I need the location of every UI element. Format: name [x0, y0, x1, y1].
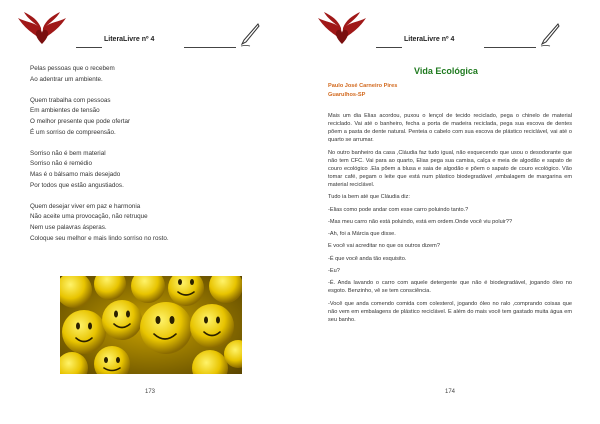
poem-line: Ao adentrar um ambiente.	[30, 75, 103, 83]
poem-line: É um sorriso de compreensão.	[30, 128, 116, 136]
poem-line: Quem desejar viver em paz e harmonia	[30, 202, 141, 210]
poem-line: Nem use palavras ásperas.	[30, 223, 107, 231]
header-rule-right	[484, 47, 536, 48]
smiley-faces-image	[60, 276, 242, 374]
header-rule-left	[376, 47, 402, 48]
poem-text	[30, 64, 270, 244]
article-paragraph: -Mas meu carro não está poluindo, está em ordem.Onde você viu poluir??	[328, 218, 513, 225]
article-paragraph: Tudo ia bem até que Cláudia diz:	[328, 194, 410, 201]
poem-line: Em ambientes de tensão	[30, 107, 100, 115]
article-paragraph: -É. Anda lavando o carro com aquele detergente que não é biodegradável, jogando óleo no esgoto. Benzinho, vê se tem consciência.	[328, 280, 572, 295]
quill-pen-icon	[538, 22, 560, 48]
poem-line: Sorriso não é remédio	[30, 160, 92, 168]
article-title: Vida Ecológica	[414, 66, 478, 76]
winged-heart-logo	[16, 10, 68, 50]
page-number: 173	[144, 389, 155, 395]
article-paragraph: E você vai acreditar no que os outros dizem?	[328, 243, 440, 250]
article-paragraph: -Eu?	[328, 267, 340, 274]
header-rule-right	[184, 47, 236, 48]
right-page	[300, 0, 600, 424]
author-name: Paulo José Carneiro Pires	[328, 83, 398, 89]
header-rule-left	[76, 47, 102, 48]
article-paragraph: -Você que anda comendo comida com colesterol, jogando óleo no ralo ,comprando coisas que não vem em embalagens de plástico reciclável. E além do mais você tem gastado muita água em seu banho.	[328, 300, 572, 323]
page-header	[300, 8, 600, 52]
poem-line: Pelas pessoas que o recebem	[30, 65, 115, 72]
magazine-title: LiteraLivre nº 4	[104, 36, 155, 43]
article-paragraph: No outro banheiro da casa ,Cláudia faz tudo igual, não esquecendo que usou o desodorante que não tem CFC. Vai para ao quarto, Elias pega sua camisa, calça e meia de algodão e sapato de couro ecológico .Ela põem a blusa e saia de algodão e põem o sapato de couro ecológico. Vão tomar café, pegam o leite que está num plástico biodegradável ,embalagem de margarina em material reciclável.	[328, 149, 572, 188]
article-byline	[328, 82, 397, 100]
poem-line: Quem trabalha com pessoas	[30, 96, 111, 104]
poem-line: O melhor presente que pode ofertar	[30, 117, 131, 125]
winged-heart-logo	[316, 10, 368, 50]
article-paragraph: -Ah, foi a Márcia que disse.	[328, 231, 396, 238]
poem-line: Sorriso não é bem material	[30, 149, 106, 157]
article-paragraph: Mais um dia Elias acordou, puxou o lençol de tecido reciclado, pega o chinelo de material reciclado. Vai até o banheiro, fecha a porta de madeira reciclada, pega sua escova de dentes põem a pasta de dente natural. Penteia o cabelo com sua escova de plástico reciclável, vai até o quarto se arrumar.	[328, 113, 572, 144]
author-location: Guarulhos-SP	[328, 92, 366, 98]
page-number: 174	[444, 389, 455, 395]
poem-line: Por todos que estão angustiados.	[30, 181, 124, 189]
poem-line: Coloque seu melhor e mais lindo sorriso no rosto.	[30, 234, 169, 242]
poem-line: Mas é o bálsamo mais desejado	[30, 170, 121, 178]
poem-line: Não aceite uma provocação, não retruque	[30, 213, 148, 221]
article-paragraph: -É que você anda tão esquisito.	[328, 255, 407, 262]
page-header	[0, 8, 300, 52]
article-body	[328, 112, 572, 328]
quill-pen-icon	[238, 22, 260, 48]
magazine-title: LiteraLivre nº 4	[404, 36, 455, 43]
article-paragraph: -Elias como pode andar com esse carro poluindo tanto.?	[328, 206, 469, 213]
